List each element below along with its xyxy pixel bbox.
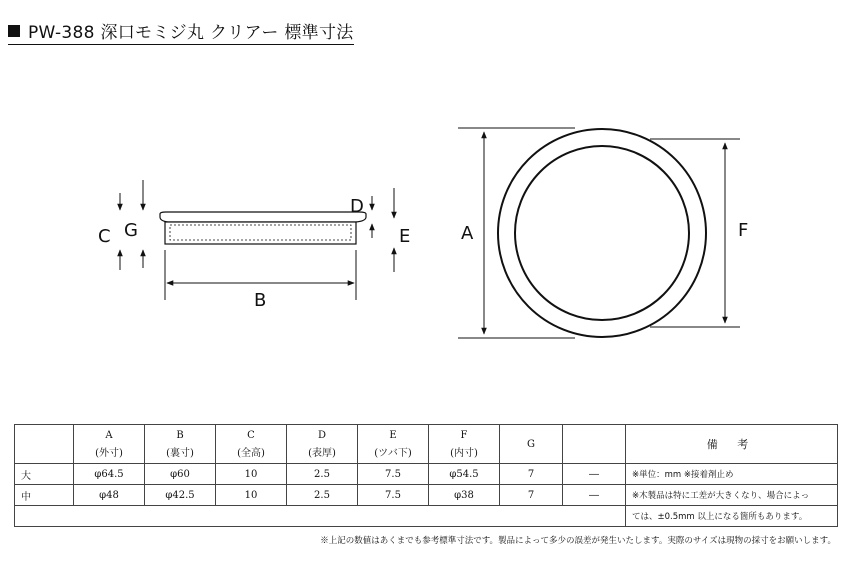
side-profile (160, 212, 366, 244)
footnote: ※上記の数値はあくまでも参考標準寸法です。製品によって多少の誤差が発生いたします。実際のサイズは現物の採寸をお願いします。 (320, 536, 836, 546)
cell-d: 2.5 (287, 485, 358, 506)
cell-g: 7 (500, 485, 563, 506)
remarks-note: ては、±0.5mm 以上になる箇所もあります。 (626, 506, 838, 527)
cell-f: φ38 (429, 485, 500, 506)
header-empty (15, 425, 74, 464)
cell-c: 10 (216, 485, 287, 506)
spec-table (14, 424, 838, 527)
header-b: B (裏寸) (145, 425, 216, 464)
table-header-row (15, 425, 838, 464)
inner-ring (515, 146, 689, 320)
remarks-note: ※単位：mm ※接着剤止め (626, 464, 838, 485)
header-c: C (全高) (216, 425, 287, 464)
row-label: 大 (15, 464, 74, 485)
cell-c: 10 (216, 464, 287, 485)
header-remarks: 備 考 (626, 425, 838, 464)
label-a: A (461, 223, 474, 244)
header-d: D (表厚) (287, 425, 358, 464)
cell-extra: ― (563, 464, 626, 485)
remarks-note: ※木製品は特に工差が大きくなり、場合によっ (626, 485, 838, 506)
label-d: D (350, 196, 364, 217)
header-a: A (外寸) (74, 425, 145, 464)
cell-e: 7.5 (358, 485, 429, 506)
table-row (15, 464, 838, 485)
cell-a: φ64.5 (74, 464, 145, 485)
header-f: F (内寸) (429, 425, 500, 464)
cell-b: φ60 (145, 464, 216, 485)
cell-e: 7.5 (358, 464, 429, 485)
label-g: G (124, 220, 138, 241)
title-text: PW-388 深口モミジ丸 クリアー 標準寸法 (28, 23, 354, 43)
label-c: C (98, 226, 111, 247)
cell-extra: ― (563, 485, 626, 506)
table-row (15, 485, 838, 506)
row-label: 中 (15, 485, 74, 506)
header-g: G (500, 425, 563, 464)
empty-cell (15, 506, 626, 527)
outer-ring (498, 129, 706, 337)
cell-f: φ54.5 (429, 464, 500, 485)
label-f: F (738, 220, 749, 241)
cell-g: 7 (500, 464, 563, 485)
cell-a: φ48 (74, 485, 145, 506)
cell-d: 2.5 (287, 464, 358, 485)
header-e: E (ツバ下) (358, 425, 429, 464)
table-row-empty (15, 506, 838, 527)
label-b: B (254, 290, 267, 311)
cell-b: φ42.5 (145, 485, 216, 506)
header-extra (563, 425, 626, 464)
label-e: E (399, 226, 411, 247)
